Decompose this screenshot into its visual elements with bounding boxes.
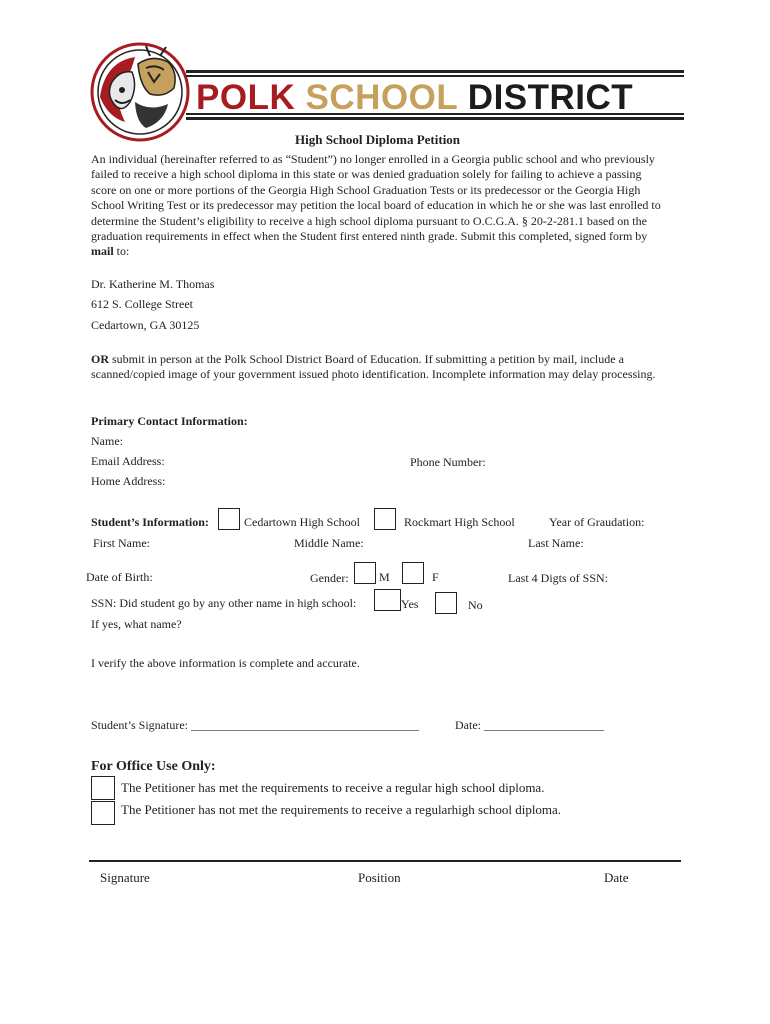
or-text: submit in person at the Polk School District Board of Education. If submitting a petition by mail, include a scanned/copied image of your government issued photo identification. Incomplete information may delay processing. bbox=[91, 352, 656, 382]
dob-label: Date of Birth: bbox=[86, 570, 153, 584]
gender-f-checkbox[interactable] bbox=[402, 562, 424, 584]
contact-name-label: Name: bbox=[91, 434, 123, 448]
brand-district: DISTRICT bbox=[467, 78, 634, 117]
header-rule-top-1 bbox=[186, 70, 684, 73]
office-use-heading: For Office Use Only: bbox=[91, 759, 216, 774]
rockmart-checkbox[interactable] bbox=[374, 508, 396, 530]
middle-name-label: Middle Name: bbox=[294, 536, 364, 550]
office-met-checkbox[interactable] bbox=[91, 776, 115, 800]
office-met-text: The Petitioner has met the requirements to receive a regular high school diploma. bbox=[121, 780, 545, 795]
rockmart-label: Rockmart High School bbox=[404, 515, 515, 529]
office-signature-rule bbox=[89, 860, 681, 862]
contact-email-label: Email Address: bbox=[91, 454, 165, 468]
district-logo bbox=[90, 42, 190, 142]
office-not-met-text: The Petitioner has not met the requirements to receive a regularhigh school diploma. bbox=[121, 802, 562, 817]
other-name-question: SSN: Did student go by any other name in high school: bbox=[91, 596, 357, 610]
office-not-met-checkbox[interactable] bbox=[91, 801, 115, 825]
cedartown-label: Cedartown High School bbox=[244, 515, 360, 529]
address-city: Cedartown, GA 30125 bbox=[91, 318, 200, 332]
district-wordmark bbox=[196, 78, 633, 118]
no-label: No bbox=[468, 598, 483, 612]
grad-year-label: Year of Graudation: bbox=[549, 515, 645, 529]
form-title: High School Diploma Petition bbox=[295, 132, 461, 147]
contact-home-address-label: Home Address: bbox=[91, 474, 166, 488]
student-signature-line[interactable]: Student’s Signature: ______________________________________ bbox=[91, 718, 419, 732]
footer-date-label: Date bbox=[604, 870, 629, 885]
intro-end: to: bbox=[113, 244, 130, 259]
first-name-label: First Name: bbox=[93, 536, 150, 550]
or-bold: OR bbox=[91, 352, 109, 366]
other-name-no-checkbox[interactable] bbox=[435, 592, 457, 614]
address-name: Dr. Katherine M. Thomas bbox=[91, 277, 215, 291]
gender-m-checkbox[interactable] bbox=[354, 562, 376, 584]
primary-contact-heading: Primary Contact Information: bbox=[91, 414, 248, 428]
brand-polk: POLK bbox=[196, 78, 296, 117]
if-yes-label: If yes, what name? bbox=[91, 617, 182, 631]
intro-bold-mail: mail bbox=[91, 244, 114, 259]
footer-position-label: Position bbox=[358, 870, 401, 885]
gender-m-label: M bbox=[379, 570, 390, 584]
address-street: 612 S. College Street bbox=[91, 297, 193, 311]
ssn-last4-label: Last 4 Digts of SSN: bbox=[508, 571, 609, 585]
last-name-label: Last Name: bbox=[528, 536, 584, 550]
brand-school: SCHOOL bbox=[305, 78, 458, 117]
gender-f-label: F bbox=[432, 570, 439, 584]
header-rule-top-2 bbox=[186, 75, 684, 77]
contact-phone-label: Phone Number: bbox=[410, 455, 486, 469]
signature-date-line[interactable]: Date: ____________________ bbox=[455, 718, 604, 732]
or-paragraph bbox=[91, 352, 661, 383]
gender-label: Gender: bbox=[310, 571, 349, 585]
cedartown-checkbox[interactable] bbox=[218, 508, 240, 530]
other-name-yes-checkbox[interactable] bbox=[374, 589, 401, 611]
intro-text: An individual (hereinafter referred to as “Student”) no longer enrolled in a Georgia public school and who previously failed to receive a high school diploma in this state or was denied graduation solely for failing to achieve a passing score on one or more portions of the Georgia High School Graduation Tests or its predecessor or the Georgia High School Writing Test or its predecessor may petition the local board of education in which he or she was last enrolled to determine the Student’s eligibility to receive a high school diploma pursuant to O.C.G.A. § 20-2-281.1 based on the graduation requirements in effect when the Student first entered ninth grade. Submit this completed, signed form by bbox=[91, 152, 661, 244]
intro-paragraph bbox=[91, 152, 661, 260]
verify-statement: I verify the above information is complete and accurate. bbox=[91, 656, 360, 670]
student-info-heading: Student’s Information: bbox=[91, 515, 209, 529]
yes-label: Yes bbox=[401, 597, 419, 611]
footer-signature-label: Signature bbox=[100, 870, 150, 885]
